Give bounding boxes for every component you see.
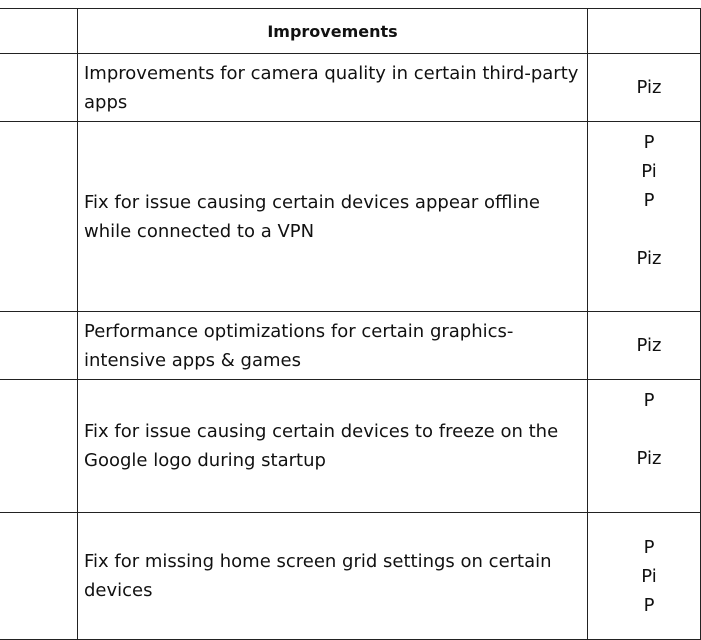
- table-row: [0, 513, 701, 640]
- device-line: Piz: [636, 248, 662, 269]
- row-improvement: Fix for missing home screen grid settings on certain devices: [78, 513, 588, 640]
- table-row: [0, 122, 701, 312]
- table-row: [0, 380, 701, 513]
- row-devices: [588, 122, 701, 312]
- device-line: P: [643, 594, 655, 616]
- row-improvement: Fix for issue causing certain devices appear offline while connected to a VPN: [78, 122, 588, 312]
- row-improvement: Fix for issue causing certain devices to freeze on the Google logo during startup: [78, 380, 588, 513]
- release-notes-table: [0, 8, 701, 640]
- release-notes-table-container: [0, 8, 700, 640]
- device-line: P: [643, 190, 655, 211]
- device-line: Pi: [641, 161, 657, 182]
- header-category: [0, 9, 78, 54]
- header-improvements: Improvements: [78, 9, 588, 54]
- table-row: [0, 54, 701, 122]
- device-line: [598, 415, 700, 444]
- table-row: [0, 312, 701, 380]
- row-category: [0, 122, 78, 312]
- row-devices: [588, 312, 701, 380]
- row-improvement: Performance optimizations for certain graphics-intensive apps & games: [78, 312, 588, 380]
- header-devices: [588, 9, 701, 54]
- device-line: P: [643, 390, 655, 411]
- device-line: P: [643, 132, 655, 153]
- device-line: [598, 215, 700, 244]
- row-category: [0, 380, 78, 513]
- device-line: Piz: [636, 335, 662, 356]
- device-line: P: [643, 536, 655, 558]
- table-header-row: [0, 9, 701, 54]
- row-improvement: Improvements for camera quality in certain third-party apps: [78, 54, 588, 122]
- row-devices: [588, 54, 701, 122]
- device-line: Piz: [636, 448, 662, 469]
- row-category: [0, 54, 78, 122]
- row-category: [0, 513, 78, 640]
- device-line: Pi: [641, 565, 657, 587]
- row-devices: [588, 380, 701, 513]
- row-category: [0, 312, 78, 380]
- row-devices: [588, 513, 701, 640]
- device-line: Piz: [636, 77, 662, 98]
